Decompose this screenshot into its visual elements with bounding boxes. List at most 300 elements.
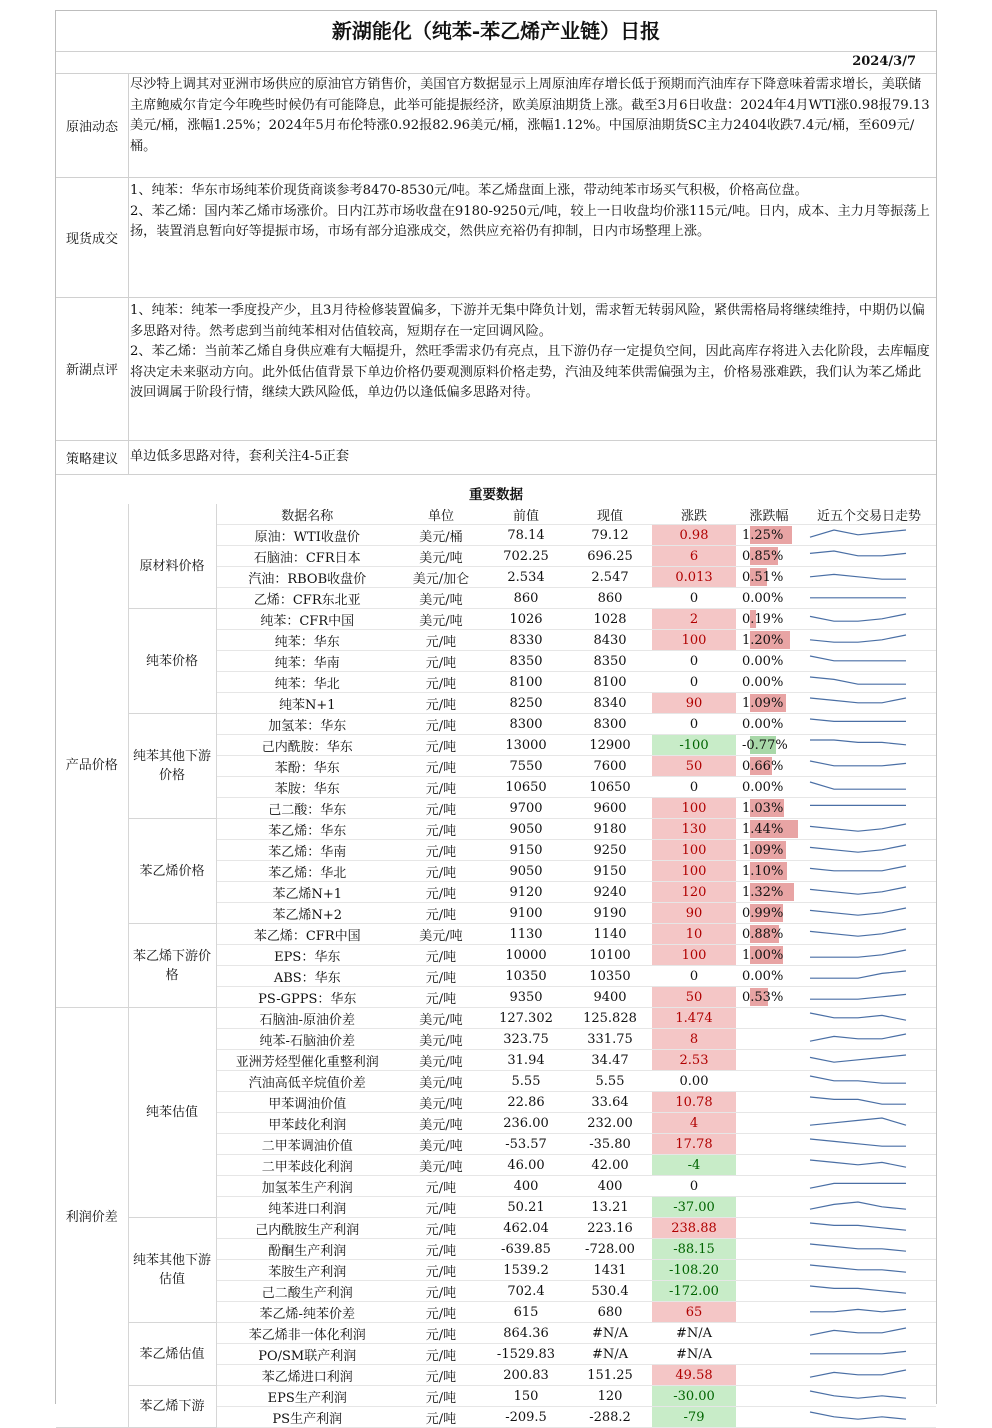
row-change-pct bbox=[736, 735, 802, 756]
row-change-pct bbox=[736, 840, 802, 861]
row-change-pct bbox=[736, 1071, 802, 1092]
row-name: EPS：华东 bbox=[216, 945, 398, 966]
sparkline-path bbox=[810, 574, 906, 579]
report-date: 2024/3/7 bbox=[852, 54, 916, 69]
section-text-crude: 尽沙特上调其对亚洲市场供应的原油官方销售价，美国官方数据显示上周原油库存增长低于预期而汽油库存下降意味着需求增长，美联储主席鲍威尔肯定今年晚些时候仍有可能降息，此举可能提振经济，欧美原油期货上涨。截至3月6日收盘：2024年4月WTI涨0.98报79.13美元/桶，涨幅1.25%；2024年5月布伦特涨0.92报82.96美元/桶，涨幅1.12%。中国原油期货SC主力2404收跌7.4元/桶，至609元/桶。 bbox=[130, 77, 930, 154]
row-change: -30.00 bbox=[652, 1386, 736, 1407]
row-change-pct bbox=[736, 945, 802, 966]
sparkline-path bbox=[810, 530, 906, 537]
pct-value: 0.66% bbox=[742, 758, 784, 774]
row-name: 己内酰胺：华东 bbox=[216, 735, 398, 756]
row-change-pct bbox=[736, 819, 802, 840]
column-header: 涨跌幅 bbox=[736, 504, 802, 525]
header-blank bbox=[128, 504, 216, 525]
sparkline-path bbox=[810, 677, 906, 684]
row-prev: 2.534 bbox=[484, 567, 568, 588]
row-sparkline bbox=[802, 714, 936, 735]
sparkline-path bbox=[810, 635, 906, 642]
row-change: 0.013 bbox=[652, 567, 736, 588]
row-name: 苯乙烯：CFR中国 bbox=[216, 924, 398, 945]
sparkline-path bbox=[810, 698, 906, 703]
sparkline bbox=[802, 652, 912, 670]
row-change: -172.00 bbox=[652, 1281, 736, 1302]
row-change-pct bbox=[736, 609, 802, 630]
row-prev: 13000 bbox=[484, 735, 568, 756]
sparkline-path bbox=[810, 1412, 906, 1419]
row-prev: -53.57 bbox=[484, 1134, 568, 1155]
row-change: 0.00 bbox=[652, 1071, 736, 1092]
sparkline-path bbox=[810, 1223, 906, 1230]
row-change-pct bbox=[736, 1113, 802, 1134]
row-prev: 9350 bbox=[484, 987, 568, 1008]
row-change-pct bbox=[736, 1218, 802, 1239]
sparkline bbox=[802, 610, 912, 628]
sparkline bbox=[802, 547, 912, 565]
row-current: 223.16 bbox=[568, 1218, 652, 1239]
group-label: 产品价格 bbox=[56, 525, 128, 1008]
divider bbox=[56, 177, 936, 178]
row-sparkline bbox=[802, 1071, 936, 1092]
row-change-pct bbox=[736, 1092, 802, 1113]
row-sparkline bbox=[802, 693, 936, 714]
column-header: 前值 bbox=[484, 504, 568, 525]
row-unit: 美元/加仑 bbox=[398, 567, 484, 588]
row-prev: 864.36 bbox=[484, 1323, 568, 1344]
row-change-pct bbox=[736, 1197, 802, 1218]
row-current: 1140 bbox=[568, 924, 652, 945]
sparkline bbox=[802, 1114, 912, 1132]
row-prev: 46.00 bbox=[484, 1155, 568, 1176]
row-sparkline bbox=[802, 1218, 936, 1239]
row-prev: -209.5 bbox=[484, 1407, 568, 1428]
row-change-pct bbox=[736, 567, 802, 588]
row-name: 苯胺：华东 bbox=[216, 777, 398, 798]
row-prev: 8330 bbox=[484, 630, 568, 651]
sparkline-path bbox=[810, 551, 906, 556]
sparkline-path bbox=[810, 845, 906, 852]
row-name: 石脑油：CFR日本 bbox=[216, 546, 398, 567]
row-name: PO/SM联产利润 bbox=[216, 1344, 398, 1365]
row-prev: 9050 bbox=[484, 861, 568, 882]
row-prev: 462.04 bbox=[484, 1218, 568, 1239]
row-name: 己二酸生产利润 bbox=[216, 1281, 398, 1302]
row-name: 苯乙烯：华南 bbox=[216, 840, 398, 861]
row-prev: 9100 bbox=[484, 903, 568, 924]
sparkline bbox=[802, 736, 912, 754]
row-sparkline bbox=[802, 798, 936, 819]
row-current: 33.64 bbox=[568, 1092, 652, 1113]
subgroup-label: 纯苯其他下游价格 bbox=[128, 714, 216, 819]
row-name: 亚洲芳烃型催化重整利润 bbox=[216, 1050, 398, 1071]
sparkline-path bbox=[810, 1309, 906, 1311]
row-unit: 美元/吨 bbox=[398, 588, 484, 609]
row-name: 苯酚：华东 bbox=[216, 756, 398, 777]
pct-value: 0.00% bbox=[742, 716, 784, 732]
row-name: 苯乙烯N+1 bbox=[216, 882, 398, 903]
data-table bbox=[56, 504, 936, 1428]
row-unit: 元/吨 bbox=[398, 1197, 484, 1218]
sparkline bbox=[802, 967, 912, 985]
row-change-pct bbox=[736, 714, 802, 735]
sparkline-path bbox=[810, 740, 906, 745]
row-prev: 615 bbox=[484, 1302, 568, 1323]
row-unit: 元/吨 bbox=[398, 1407, 484, 1428]
row-change-pct bbox=[736, 1386, 802, 1407]
row-unit: 元/吨 bbox=[398, 882, 484, 903]
sparkline bbox=[802, 1156, 912, 1174]
row-prev: 10000 bbox=[484, 945, 568, 966]
row-unit: 元/吨 bbox=[398, 987, 484, 1008]
row-prev: 323.75 bbox=[484, 1029, 568, 1050]
table-row bbox=[56, 1008, 936, 1029]
row-name: 纯苯：华南 bbox=[216, 651, 398, 672]
row-unit: 美元/吨 bbox=[398, 1071, 484, 1092]
row-sparkline bbox=[802, 1092, 936, 1113]
row-change: 0 bbox=[652, 714, 736, 735]
row-sparkline bbox=[802, 1239, 936, 1260]
row-name: 加氢苯生产利润 bbox=[216, 1176, 398, 1197]
row-change: 130 bbox=[652, 819, 736, 840]
row-change: -88.15 bbox=[652, 1239, 736, 1260]
row-change-pct bbox=[736, 1260, 802, 1281]
row-change: -108.20 bbox=[652, 1260, 736, 1281]
row-unit: 元/吨 bbox=[398, 1176, 484, 1197]
row-name: 加氢苯：华东 bbox=[216, 714, 398, 735]
row-sparkline bbox=[802, 1113, 936, 1134]
row-unit: 元/吨 bbox=[398, 1302, 484, 1323]
table-row bbox=[56, 1386, 936, 1407]
row-prev: 9150 bbox=[484, 840, 568, 861]
pct-value: 1.20% bbox=[742, 632, 784, 648]
section-text-strategy: 单边低多思路对待，套利关注4-5正套 bbox=[130, 449, 350, 464]
row-name: 苯乙烯：华北 bbox=[216, 861, 398, 882]
row-current: 12900 bbox=[568, 735, 652, 756]
sparkline bbox=[802, 925, 912, 943]
row-unit: 元/吨 bbox=[398, 672, 484, 693]
sparkline-path bbox=[810, 1034, 906, 1041]
row-current: 125.828 bbox=[568, 1008, 652, 1029]
row-unit: 元/吨 bbox=[398, 735, 484, 756]
subgroup-label: 纯苯价格 bbox=[128, 609, 216, 714]
row-name: 己内酰胺生产利润 bbox=[216, 1218, 398, 1239]
row-change-pct bbox=[736, 672, 802, 693]
sparkline bbox=[802, 1366, 912, 1384]
row-change-pct bbox=[736, 861, 802, 882]
row-change: 120 bbox=[652, 882, 736, 903]
section-label-comment: 新湖点评 bbox=[56, 297, 129, 440]
row-prev: 1026 bbox=[484, 609, 568, 630]
column-header: 现值 bbox=[568, 504, 652, 525]
row-prev: 8250 bbox=[484, 693, 568, 714]
sparkline-path bbox=[810, 908, 906, 915]
sparkline bbox=[802, 568, 912, 586]
row-name: 己二酸：华东 bbox=[216, 798, 398, 819]
row-name: 纯苯进口利润 bbox=[216, 1197, 398, 1218]
row-name: 二甲苯调油价值 bbox=[216, 1134, 398, 1155]
sparkline-path bbox=[810, 1265, 906, 1272]
sparkline bbox=[802, 1177, 912, 1195]
row-change: 90 bbox=[652, 903, 736, 924]
row-name: 汽油高低辛烷值价差 bbox=[216, 1071, 398, 1092]
sparkline-path bbox=[810, 1118, 906, 1125]
row-sparkline bbox=[802, 966, 936, 987]
row-unit: 元/吨 bbox=[398, 945, 484, 966]
row-prev: 50.21 bbox=[484, 1197, 568, 1218]
header-blank bbox=[56, 504, 128, 525]
pct-value: 1.00% bbox=[742, 947, 784, 963]
row-change-pct bbox=[736, 924, 802, 945]
table-row bbox=[56, 924, 936, 945]
row-name: EPS生产利润 bbox=[216, 1386, 398, 1407]
sparkline-path bbox=[810, 929, 906, 936]
row-name: 乙烯：CFR东北亚 bbox=[216, 588, 398, 609]
row-sparkline bbox=[802, 525, 936, 546]
row-change-pct bbox=[736, 1365, 802, 1386]
pct-value: 0.51% bbox=[742, 569, 784, 585]
section-label-spot: 现货成交 bbox=[56, 177, 129, 297]
row-current: 400 bbox=[568, 1176, 652, 1197]
row-prev: 31.94 bbox=[484, 1050, 568, 1071]
sparkline bbox=[802, 799, 912, 817]
sparkline bbox=[802, 1072, 912, 1090]
pct-value: 0.88% bbox=[742, 926, 784, 942]
row-sparkline bbox=[802, 882, 936, 903]
row-unit: 元/吨 bbox=[398, 1218, 484, 1239]
row-unit: 元/吨 bbox=[398, 1344, 484, 1365]
row-name: 苯乙烯N+2 bbox=[216, 903, 398, 924]
sparkline bbox=[802, 1030, 912, 1048]
row-change-pct bbox=[736, 1155, 802, 1176]
row-change: 17.78 bbox=[652, 1134, 736, 1155]
row-change: 1.474 bbox=[652, 1008, 736, 1029]
pct-value: 1.09% bbox=[742, 695, 784, 711]
row-unit: 元/吨 bbox=[398, 777, 484, 798]
row-current: 13.21 bbox=[568, 1197, 652, 1218]
row-change-pct bbox=[736, 651, 802, 672]
row-change: 0 bbox=[652, 1176, 736, 1197]
row-sparkline bbox=[802, 945, 936, 966]
sparkline bbox=[802, 1303, 912, 1321]
row-current: 8300 bbox=[568, 714, 652, 735]
column-header: 单位 bbox=[398, 504, 484, 525]
row-change-pct bbox=[736, 1239, 802, 1260]
row-change-pct bbox=[736, 630, 802, 651]
row-sparkline bbox=[802, 588, 936, 609]
sparkline bbox=[802, 1324, 912, 1342]
row-unit: 元/吨 bbox=[398, 1260, 484, 1281]
table-row bbox=[56, 609, 936, 630]
row-sparkline bbox=[802, 840, 936, 861]
row-change: 50 bbox=[652, 756, 736, 777]
sparkline bbox=[802, 1198, 912, 1216]
report-sheet bbox=[55, 10, 937, 1427]
row-change-pct bbox=[736, 1029, 802, 1050]
row-name: ABS：华东 bbox=[216, 966, 398, 987]
row-prev: -1529.83 bbox=[484, 1344, 568, 1365]
table-title: 重要数据 bbox=[469, 487, 523, 503]
row-change-pct bbox=[736, 756, 802, 777]
row-prev: 702.25 bbox=[484, 546, 568, 567]
divider bbox=[56, 440, 936, 441]
row-name: 纯苯N+1 bbox=[216, 693, 398, 714]
sparkline bbox=[802, 988, 912, 1006]
row-unit: 元/吨 bbox=[398, 903, 484, 924]
row-prev: 7550 bbox=[484, 756, 568, 777]
row-name: PS生产利润 bbox=[216, 1407, 398, 1428]
row-current: 8100 bbox=[568, 672, 652, 693]
pct-value: 1.03% bbox=[742, 800, 784, 816]
subgroup-label: 原材料价格 bbox=[128, 525, 216, 609]
sparkline bbox=[802, 1408, 912, 1426]
sparkline bbox=[802, 1051, 912, 1069]
row-prev: 1539.2 bbox=[484, 1260, 568, 1281]
row-unit: 美元/桶 bbox=[398, 525, 484, 546]
row-current: -35.80 bbox=[568, 1134, 652, 1155]
row-unit: 元/吨 bbox=[398, 840, 484, 861]
row-unit: 美元/吨 bbox=[398, 1092, 484, 1113]
row-change: 100 bbox=[652, 861, 736, 882]
sparkline-path bbox=[810, 1097, 906, 1104]
row-sparkline bbox=[802, 756, 936, 777]
row-change: 0 bbox=[652, 651, 736, 672]
row-current: 860 bbox=[568, 588, 652, 609]
row-change-pct bbox=[736, 1302, 802, 1323]
sparkline bbox=[802, 904, 912, 922]
sparkline bbox=[802, 1282, 912, 1300]
row-change: 2.53 bbox=[652, 1050, 736, 1071]
sparkline-path bbox=[810, 1055, 906, 1062]
row-prev: 10350 bbox=[484, 966, 568, 987]
row-change: -37.00 bbox=[652, 1197, 736, 1218]
row-change: 100 bbox=[652, 798, 736, 819]
pct-value: 0.53% bbox=[742, 989, 784, 1005]
row-change-pct bbox=[736, 1008, 802, 1029]
row-sparkline bbox=[802, 1176, 936, 1197]
subgroup-label: 苯乙烯价格 bbox=[128, 819, 216, 924]
row-unit: 美元/吨 bbox=[398, 546, 484, 567]
sparkline bbox=[802, 883, 912, 901]
row-current: 7600 bbox=[568, 756, 652, 777]
row-change-pct bbox=[736, 1281, 802, 1302]
row-change-pct bbox=[736, 546, 802, 567]
row-change-pct bbox=[736, 1407, 802, 1428]
row-sparkline bbox=[802, 609, 936, 630]
row-prev: 9050 bbox=[484, 819, 568, 840]
sparkline-path bbox=[810, 761, 906, 766]
row-change: 238.88 bbox=[652, 1218, 736, 1239]
row-change-pct bbox=[736, 987, 802, 1008]
row-sparkline bbox=[802, 651, 936, 672]
row-current: 9240 bbox=[568, 882, 652, 903]
row-current: -728.00 bbox=[568, 1239, 652, 1260]
row-current: 331.75 bbox=[568, 1029, 652, 1050]
sparkline-path bbox=[810, 971, 906, 978]
sparkline bbox=[802, 1345, 912, 1363]
table-header-row bbox=[56, 504, 936, 525]
row-name: 石脑油-原油价差 bbox=[216, 1008, 398, 1029]
row-sparkline bbox=[802, 1281, 936, 1302]
row-current: 9190 bbox=[568, 903, 652, 924]
row-unit: 元/吨 bbox=[398, 630, 484, 651]
sparkline-path bbox=[810, 656, 906, 661]
sparkline-path bbox=[810, 614, 906, 621]
row-current: 151.25 bbox=[568, 1365, 652, 1386]
divider bbox=[56, 73, 936, 74]
sparkline bbox=[802, 841, 912, 859]
row-unit: 元/吨 bbox=[398, 1281, 484, 1302]
section-label-strategy: 策略建议 bbox=[56, 440, 129, 474]
sparkline-path bbox=[810, 1244, 906, 1251]
row-change: 50 bbox=[652, 987, 736, 1008]
sparkline bbox=[802, 946, 912, 964]
sparkline-path bbox=[810, 719, 906, 721]
row-unit: 元/吨 bbox=[398, 1239, 484, 1260]
row-sparkline bbox=[802, 1323, 936, 1344]
pct-value: 1.25% bbox=[742, 527, 784, 543]
subgroup-label: 苯乙烯下游价格 bbox=[128, 924, 216, 1008]
row-name: 甲苯调油价值 bbox=[216, 1092, 398, 1113]
sparkline bbox=[802, 631, 912, 649]
row-sparkline bbox=[802, 1197, 936, 1218]
row-change: 6 bbox=[652, 546, 736, 567]
section-text-comment: 1、纯苯：纯苯一季度投产少，且3月待检修装置偏多，下游并无集中降负计划，需求暂无转弱风险，紧供需格局将继续维持，中期仍以偏多思路对待。然考虑到当前纯苯相对估值较高，短期存在一定回调风险。 2、苯乙烯：当前苯乙烯自身供应难有大幅提升，然旺季需求仍有亮点，且下游仍存一定提负空间，因此高库存将进入去化阶段，去库幅度将决定未来驱动方向。此外低估值背景下单边价格仍要观测原料价格走势，汽油及纯苯供需偏强为主，价格易涨难跌，我们认为苯乙烯此波回调属于阶段行情，继续大跌风险低，单边仍以逢低偏多思路对待。 bbox=[130, 303, 930, 400]
row-unit: 元/吨 bbox=[398, 651, 484, 672]
sparkline-path bbox=[810, 950, 906, 957]
row-unit: 美元/吨 bbox=[398, 1029, 484, 1050]
row-unit: 美元/吨 bbox=[398, 924, 484, 945]
row-name: 纯苯：CFR中国 bbox=[216, 609, 398, 630]
row-sparkline bbox=[802, 1008, 936, 1029]
row-current: #N/A bbox=[568, 1323, 652, 1344]
sparkline bbox=[802, 820, 912, 838]
sparkline-path bbox=[810, 824, 906, 831]
sparkline-path bbox=[810, 1013, 906, 1020]
row-sparkline bbox=[802, 1050, 936, 1071]
row-name: 纯苯：华东 bbox=[216, 630, 398, 651]
row-change: 10 bbox=[652, 924, 736, 945]
row-sparkline bbox=[802, 1365, 936, 1386]
row-change: -4 bbox=[652, 1155, 736, 1176]
row-prev: 1130 bbox=[484, 924, 568, 945]
sparkline bbox=[802, 1219, 912, 1237]
row-change: 8 bbox=[652, 1029, 736, 1050]
table-row bbox=[56, 819, 936, 840]
sparkline bbox=[802, 862, 912, 880]
report-title: 新湖能化（纯苯-苯乙烯产业链）日报 bbox=[56, 11, 936, 52]
pct-value: 1.09% bbox=[742, 842, 784, 858]
sparkline bbox=[802, 589, 912, 607]
sparkline bbox=[802, 1093, 912, 1111]
row-unit: 美元/吨 bbox=[398, 1113, 484, 1134]
row-prev: 150 bbox=[484, 1386, 568, 1407]
row-change: 100 bbox=[652, 630, 736, 651]
pct-value: 1.32% bbox=[742, 884, 784, 900]
pct-value: 0.19% bbox=[742, 611, 784, 627]
row-change: -79 bbox=[652, 1407, 736, 1428]
row-prev: 22.86 bbox=[484, 1092, 568, 1113]
row-current: 232.00 bbox=[568, 1113, 652, 1134]
row-change-pct bbox=[736, 882, 802, 903]
row-change-pct bbox=[736, 966, 802, 987]
row-unit: 元/吨 bbox=[398, 1365, 484, 1386]
row-name: 苯乙烯进口利润 bbox=[216, 1365, 398, 1386]
sparkline bbox=[802, 757, 912, 775]
row-change: 0 bbox=[652, 966, 736, 987]
subgroup-label: 纯苯其他下游估值 bbox=[128, 1218, 216, 1323]
row-current: 9600 bbox=[568, 798, 652, 819]
row-change-pct bbox=[736, 588, 802, 609]
row-prev: 8300 bbox=[484, 714, 568, 735]
